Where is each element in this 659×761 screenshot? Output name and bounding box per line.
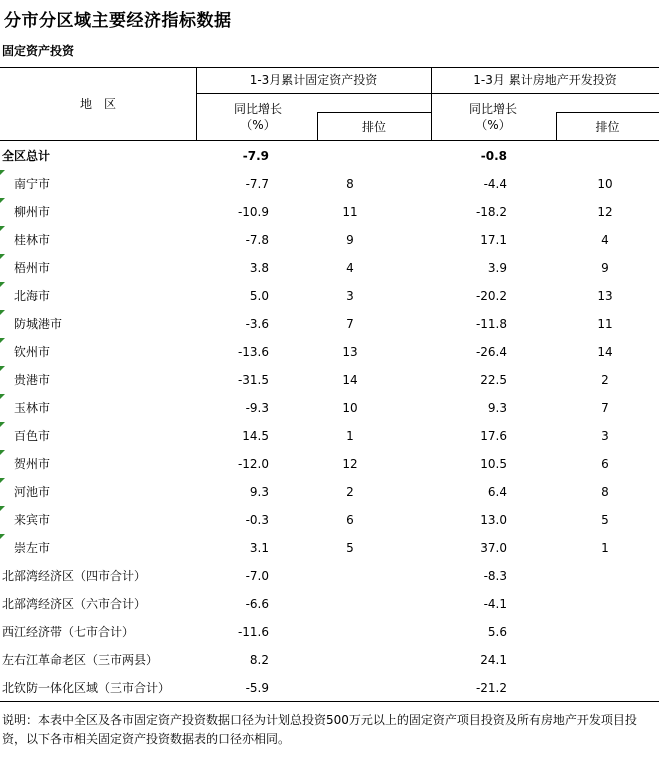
table-row <box>0 618 659 646</box>
cell-marker-icon <box>0 198 5 203</box>
real-estate-rank-cell: 10 <box>597 177 613 191</box>
region-name-cell: 西江经济带（七市合计） <box>2 625 135 639</box>
table-row <box>0 422 659 450</box>
fixed-asset-growth-cell: -7.0 <box>245 569 269 583</box>
real-estate-growth-cell: 10.5 <box>480 457 507 471</box>
fixed-asset-group-header: 1-3月累计固定资产投资 <box>249 73 378 87</box>
table-row <box>0 254 659 282</box>
section-subtitle: 固定资产投资 <box>2 44 75 58</box>
fixed-asset-rank-cell: 2 <box>346 485 354 499</box>
real-estate-rank-cell: 3 <box>601 429 609 443</box>
region-header: 地 区 <box>79 97 116 111</box>
cell-marker-icon <box>0 450 5 455</box>
footnote: 说明：本表中全区及各市固定资产投资数据口径为计划总投资500万元以上的固定资产项目投资及所有房地产开发项目投资，以下各市相关固定资产投资数据表的口径亦相同。 <box>2 713 637 746</box>
region-name-cell: 崇左市 <box>14 541 51 555</box>
yoy-header-2: 同比增长 <box>468 102 517 116</box>
table-row <box>0 338 659 366</box>
fixed-asset-rank-cell <box>310 618 390 646</box>
fixed-asset-rank-cell: 1 <box>346 429 354 443</box>
table-row <box>0 282 659 310</box>
fixed-asset-growth-cell: -7.8 <box>245 233 269 247</box>
fixed-asset-growth-cell: -3.6 <box>245 317 269 331</box>
region-name-cell: 北部湾经济区（四市合计） <box>2 569 147 583</box>
real-estate-growth-cell: -0.8 <box>480 149 507 163</box>
page-title: 分市分区域主要经济指标数据 <box>4 11 232 31</box>
real-estate-growth-cell: -4.4 <box>483 177 507 191</box>
fixed-asset-rank-cell: 14 <box>342 373 358 387</box>
real-estate-group-header: 1-3月 累计房地产开发投资 <box>473 73 617 87</box>
unit-header-1: （%） <box>240 118 276 132</box>
table-row <box>0 170 659 198</box>
header-bottom-rule <box>0 140 659 141</box>
fixed-asset-rank-cell <box>310 590 390 618</box>
real-estate-growth-cell: -26.4 <box>475 345 507 359</box>
fixed-asset-rank-cell: 8 <box>346 177 354 191</box>
cell-marker-icon <box>0 338 5 343</box>
region-name-cell: 百色市 <box>14 429 51 443</box>
fixed-asset-rank-cell: 4 <box>346 261 354 275</box>
fixed-asset-growth-cell: 5.0 <box>249 289 269 303</box>
real-estate-rank-cell: 9 <box>601 261 609 275</box>
fixed-asset-rank-cell: 10 <box>342 401 358 415</box>
real-estate-rank-cell: 4 <box>601 233 609 247</box>
fixed-asset-rank-cell: 3 <box>346 289 354 303</box>
real-estate-growth-cell: -18.2 <box>475 205 507 219</box>
real-estate-rank-cell: 5 <box>601 513 609 527</box>
real-estate-rank-cell <box>565 562 645 590</box>
cell-marker-icon <box>0 534 5 539</box>
cell-marker-icon <box>0 254 5 259</box>
table-row <box>0 198 659 226</box>
table-row <box>0 646 659 674</box>
real-estate-rank-cell: 2 <box>601 373 609 387</box>
fixed-asset-rank-cell <box>310 142 390 170</box>
cell-marker-icon <box>0 310 5 315</box>
cell-marker-icon <box>0 478 5 483</box>
region-name-cell: 北海市 <box>14 289 51 303</box>
region-name-cell: 玉林市 <box>14 401 51 415</box>
real-estate-rank-cell <box>565 590 645 618</box>
cell-marker-icon <box>0 422 5 427</box>
cell-marker-icon <box>0 366 5 371</box>
region-name-cell: 桂林市 <box>14 233 51 247</box>
fixed-asset-growth-cell: -12.0 <box>237 457 269 471</box>
table-row <box>0 674 659 702</box>
fixed-asset-rank-cell <box>310 562 390 590</box>
cell-marker-icon <box>0 394 5 399</box>
table-row <box>0 450 659 478</box>
region-name-cell: 河池市 <box>14 485 51 499</box>
region-name-cell: 来宾市 <box>14 513 51 527</box>
fixed-asset-growth-cell: -6.6 <box>245 597 269 611</box>
fixed-asset-rank-cell <box>310 646 390 674</box>
real-estate-rank-cell <box>565 674 645 702</box>
cell-marker-icon <box>0 282 5 287</box>
fixed-asset-growth-cell: -7.7 <box>245 177 269 191</box>
table-row <box>0 394 659 422</box>
region-name-cell: 北部湾经济区（六市合计） <box>2 597 147 611</box>
table-row <box>0 590 659 618</box>
real-estate-growth-cell: 17.1 <box>480 233 507 247</box>
rank1-header-rule <box>317 112 431 113</box>
header-group-rule <box>197 93 659 94</box>
table-row <box>0 366 659 394</box>
region-name-cell: 钦州市 <box>14 345 51 359</box>
fixed-asset-rank-cell: 5 <box>346 541 354 555</box>
real-estate-growth-cell: -8.3 <box>483 569 507 583</box>
fixed-asset-growth-cell: 3.1 <box>249 541 269 555</box>
real-estate-rank-cell: 7 <box>601 401 609 415</box>
real-estate-growth-cell: 6.4 <box>487 485 507 499</box>
real-estate-rank-cell <box>565 142 645 170</box>
real-estate-growth-cell: -11.8 <box>475 317 507 331</box>
region-name-cell: 贵港市 <box>14 373 51 387</box>
cell-marker-icon <box>0 226 5 231</box>
fixed-asset-growth-cell: 3.8 <box>249 261 269 275</box>
table-row <box>0 506 659 534</box>
real-estate-rank-cell: 14 <box>597 345 613 359</box>
fixed-asset-growth-cell: -9.3 <box>245 401 269 415</box>
yoy-header-1: 同比增长 <box>233 102 282 116</box>
rank-header-2: 排位 <box>595 120 620 134</box>
region-name-cell: 南宁市 <box>14 177 51 191</box>
fixed-asset-growth-cell: 14.5 <box>242 429 269 443</box>
region-name-cell: 全区总计 <box>2 149 51 163</box>
fixed-asset-rank-cell: 6 <box>346 513 354 527</box>
table-top-rule <box>0 67 659 68</box>
region-name-cell: 左右江革命老区（三市两县） <box>2 653 159 667</box>
real-estate-rank-cell: 12 <box>597 205 613 219</box>
real-estate-rank-cell: 1 <box>601 541 609 555</box>
real-estate-growth-cell: -21.2 <box>475 681 507 695</box>
unit-header-2: （%） <box>475 118 511 132</box>
fixed-asset-growth-cell: -11.6 <box>237 625 269 639</box>
real-estate-growth-cell: 17.6 <box>480 429 507 443</box>
real-estate-growth-cell: 37.0 <box>480 541 507 555</box>
cell-marker-icon <box>0 170 5 175</box>
region-name-cell: 梧州市 <box>14 261 51 275</box>
real-estate-growth-cell: 24.1 <box>480 653 507 667</box>
rank2-header-rule <box>556 112 659 113</box>
fixed-asset-growth-cell: 8.2 <box>249 653 269 667</box>
real-estate-growth-cell: 22.5 <box>480 373 507 387</box>
table-row <box>0 478 659 506</box>
real-estate-rank-cell <box>565 618 645 646</box>
region-name-cell: 贺州市 <box>14 457 51 471</box>
real-estate-rank-cell <box>565 646 645 674</box>
fixed-asset-growth-cell: -0.3 <box>245 513 269 527</box>
real-estate-growth-cell: 3.9 <box>487 261 507 275</box>
cell-marker-icon <box>0 506 5 511</box>
real-estate-growth-cell: 13.0 <box>480 513 507 527</box>
real-estate-growth-cell: -20.2 <box>475 289 507 303</box>
fixed-asset-growth-cell: -7.9 <box>242 149 269 163</box>
fixed-asset-rank-cell: 12 <box>342 457 358 471</box>
region-name-cell: 防城港市 <box>14 317 63 331</box>
fixed-asset-rank-cell: 13 <box>342 345 358 359</box>
table-row <box>0 562 659 590</box>
fixed-asset-growth-cell: -10.9 <box>237 205 269 219</box>
table-bottom-rule <box>0 701 659 702</box>
region-name-cell: 柳州市 <box>14 205 51 219</box>
real-estate-growth-cell: 9.3 <box>487 401 507 415</box>
table-row <box>0 226 659 254</box>
fixed-asset-rank-cell: 9 <box>346 233 354 247</box>
rank-header-1: 排位 <box>361 120 386 134</box>
real-estate-growth-cell: -4.1 <box>483 597 507 611</box>
table-row <box>0 142 659 170</box>
real-estate-rank-cell: 13 <box>597 289 613 303</box>
fixed-asset-growth-cell: -13.6 <box>237 345 269 359</box>
fixed-asset-growth-cell: 9.3 <box>249 485 269 499</box>
fixed-asset-rank-cell <box>310 674 390 702</box>
fixed-asset-growth-cell: -31.5 <box>237 373 269 387</box>
region-name-cell: 北钦防一体化区域（三市合计） <box>2 681 171 695</box>
fixed-asset-growth-cell: -5.9 <box>245 681 269 695</box>
real-estate-rank-cell: 6 <box>601 457 609 471</box>
table-row <box>0 310 659 338</box>
real-estate-growth-cell: 5.6 <box>487 625 507 639</box>
fixed-asset-rank-cell: 7 <box>346 317 354 331</box>
table-row <box>0 534 659 562</box>
fixed-asset-rank-cell: 11 <box>342 205 358 219</box>
real-estate-rank-cell: 8 <box>601 485 609 499</box>
real-estate-rank-cell: 11 <box>597 317 613 331</box>
